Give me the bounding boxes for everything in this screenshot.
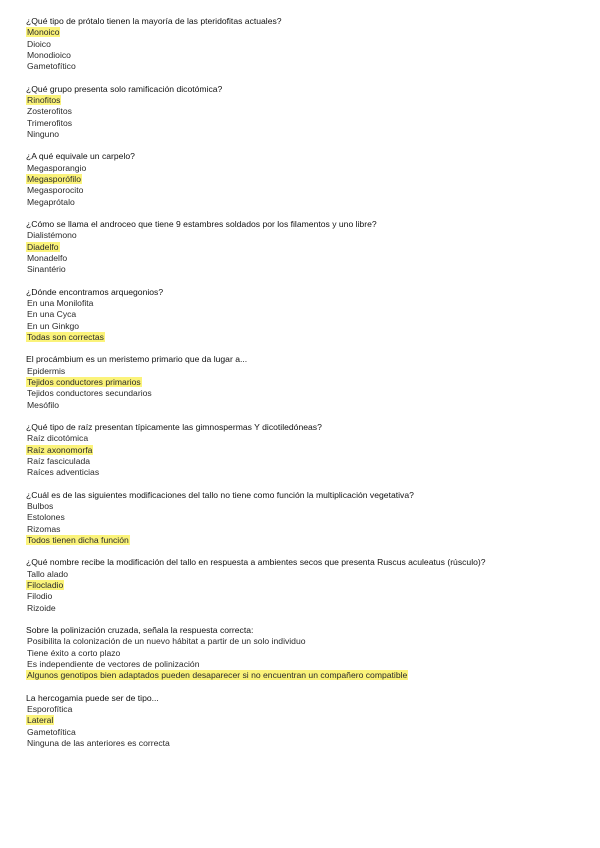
answer-option-text: Filocladio [27, 579, 64, 590]
answer-option-text: Dioico [27, 38, 51, 49]
answer-option [26, 727, 580, 738]
answer-option [26, 659, 580, 670]
answer-option-text: Algunos genotipos bien adaptados pueden desaparecer si no encuentran un compañero compatible [27, 670, 408, 681]
answer-option-text: Mesófilo [27, 399, 59, 410]
answer-option [26, 61, 580, 72]
answer-option-text: Ninguno [27, 128, 60, 139]
answer-option [26, 106, 580, 117]
question-block [26, 354, 580, 410]
answer-option-text: Rinofitos [27, 94, 61, 105]
correct-answer-option [26, 580, 580, 591]
correct-answer-option [26, 670, 580, 681]
answer-option [26, 253, 580, 264]
answer-option [26, 388, 580, 399]
answer-option-text: Dialistémono [27, 230, 77, 241]
correct-answer-option [26, 715, 580, 726]
question-text: ¿Qué grupo presenta solo ramificación dicotómica? [26, 83, 223, 94]
answer-option-text: Monadelfo [27, 252, 68, 263]
question-block [26, 16, 580, 72]
answer-option-text: Todas son correctas [27, 331, 104, 342]
answer-option [26, 50, 580, 61]
question-text: ¿Cuál es de las siguientes modificaciones del tallo no tiene como función la multiplicación vegetativa? [26, 489, 414, 500]
answer-option-text: Trimerofitos [27, 117, 73, 128]
answer-option-text: En una Cyca [27, 309, 77, 320]
answer-option [26, 309, 580, 320]
answer-option-text: Raíz axonomorfa [27, 444, 93, 455]
answer-option [26, 603, 580, 614]
answer-option-text: Gametofítica [27, 726, 76, 737]
question-block [26, 490, 580, 546]
answer-option-text: Tallo alado [27, 568, 69, 579]
answer-option-text: Megasporangio [27, 162, 87, 173]
answer-option-text: Raíz dicotómica [27, 433, 89, 444]
question-block [26, 84, 580, 140]
answer-option-text: Tejidos conductores secundarios [27, 388, 152, 399]
answer-option-text: Bulbos [27, 501, 54, 511]
answer-option-text: Raíces adventicias [27, 467, 100, 478]
question-block [26, 625, 580, 681]
correct-answer-option [26, 535, 580, 546]
answer-option [26, 524, 580, 535]
answer-option [26, 264, 580, 275]
question-text: ¿Qué tipo de prótalo tienen la mayoría de las pteridofitas actuales? [26, 16, 282, 26]
correct-answer-option [26, 377, 580, 388]
correct-answer-option [26, 27, 580, 38]
answer-option-text: Raíz fasciculada [27, 455, 91, 466]
answer-option [26, 467, 580, 478]
correct-answer-option [26, 332, 580, 343]
question-text: El procámbium es un meristemo primario que da lugar a... [26, 354, 248, 365]
answer-option-text: Lateral [27, 715, 54, 726]
answer-option [26, 185, 580, 196]
question-text: ¿A qué equivale un carpelo? [26, 151, 135, 162]
answer-option-text: Megasporófilo [27, 173, 81, 184]
answer-option-text: Zosterofitos [27, 106, 72, 117]
correct-answer-option [26, 242, 580, 253]
answer-option-text: Gametofítico [27, 61, 76, 72]
answer-option [26, 512, 580, 523]
answer-option [26, 501, 580, 512]
question-block [26, 287, 580, 343]
question-text: ¿Cómo se llama el androceo que tiene 9 estambres soldados por los filamentos y uno libre? [26, 219, 377, 230]
question-block [26, 422, 580, 478]
question-text: La hercogamia puede ser de tipo... [26, 692, 159, 703]
answer-option-text: Filodio [27, 591, 53, 602]
question-text: Sobre la polinización cruzada, señala la respuesta correcta: [26, 625, 254, 636]
answer-option [26, 704, 580, 715]
answer-option [26, 591, 580, 602]
correct-answer-option [26, 174, 580, 185]
answer-option-text: Rizoide [27, 602, 56, 613]
answer-option-text: Diadelfo [27, 241, 59, 252]
answer-option [26, 648, 580, 659]
correct-answer-option [26, 445, 580, 456]
question-block [26, 557, 580, 613]
question-block [26, 693, 580, 749]
answer-option-text: Posibilita la colonización de un nuevo hábitat a partir de un solo individuo [27, 636, 306, 647]
answer-option-text: Tejidos conductores primarios [27, 376, 141, 387]
answer-option [26, 636, 580, 647]
question-block [26, 219, 580, 275]
answer-option [26, 163, 580, 174]
answer-option-text: Monoico [27, 27, 60, 38]
answer-option [26, 197, 580, 208]
question-text: ¿Qué nombre recibe la modificación del tallo en respuesta a ambientes secos que presenta Ruscus aculeatus (rúsculo)? [26, 557, 486, 568]
answer-option [26, 456, 580, 467]
question-block [26, 151, 580, 207]
answer-option-text: Tiene éxito a corto plazo [27, 647, 121, 658]
answer-option-text: Megasporocito [27, 185, 84, 196]
answer-option-text: Esporofítica [27, 704, 73, 715]
answer-option [26, 366, 580, 377]
answer-option-text: Epidermis [27, 365, 66, 376]
answer-option-text: Megaprótalo [27, 196, 75, 207]
answer-option [26, 569, 580, 580]
answer-option-text: Rizomas [27, 523, 61, 534]
answer-option-text: Todos tienen dicha función [27, 534, 129, 545]
answer-option-text: En un Ginkgo [27, 320, 80, 331]
answer-option [26, 400, 580, 411]
answer-option [26, 118, 580, 129]
answer-option-text: Estolones [27, 512, 65, 523]
answer-option [26, 298, 580, 309]
answer-option-text: Sinantério [27, 264, 66, 275]
answer-option-text: Ninguna de las anteriores es correcta [27, 737, 170, 748]
correct-answer-option [26, 95, 580, 106]
answer-option-text: En una Monilofita [27, 297, 94, 308]
question-text: ¿Qué tipo de raíz presentan típicamente las gimnospermas Y dicotiledóneas? [26, 422, 322, 433]
answer-option [26, 321, 580, 332]
answer-option [26, 129, 580, 140]
answer-option-text: Es independiente de vectores de polinización [27, 658, 200, 669]
answer-option [26, 230, 580, 241]
answer-option [26, 433, 580, 444]
answer-option [26, 39, 580, 50]
question-text: ¿Dónde encontramos arquegonios? [26, 286, 164, 297]
answer-option-text: Monodioico [27, 49, 71, 60]
answer-option [26, 738, 580, 749]
